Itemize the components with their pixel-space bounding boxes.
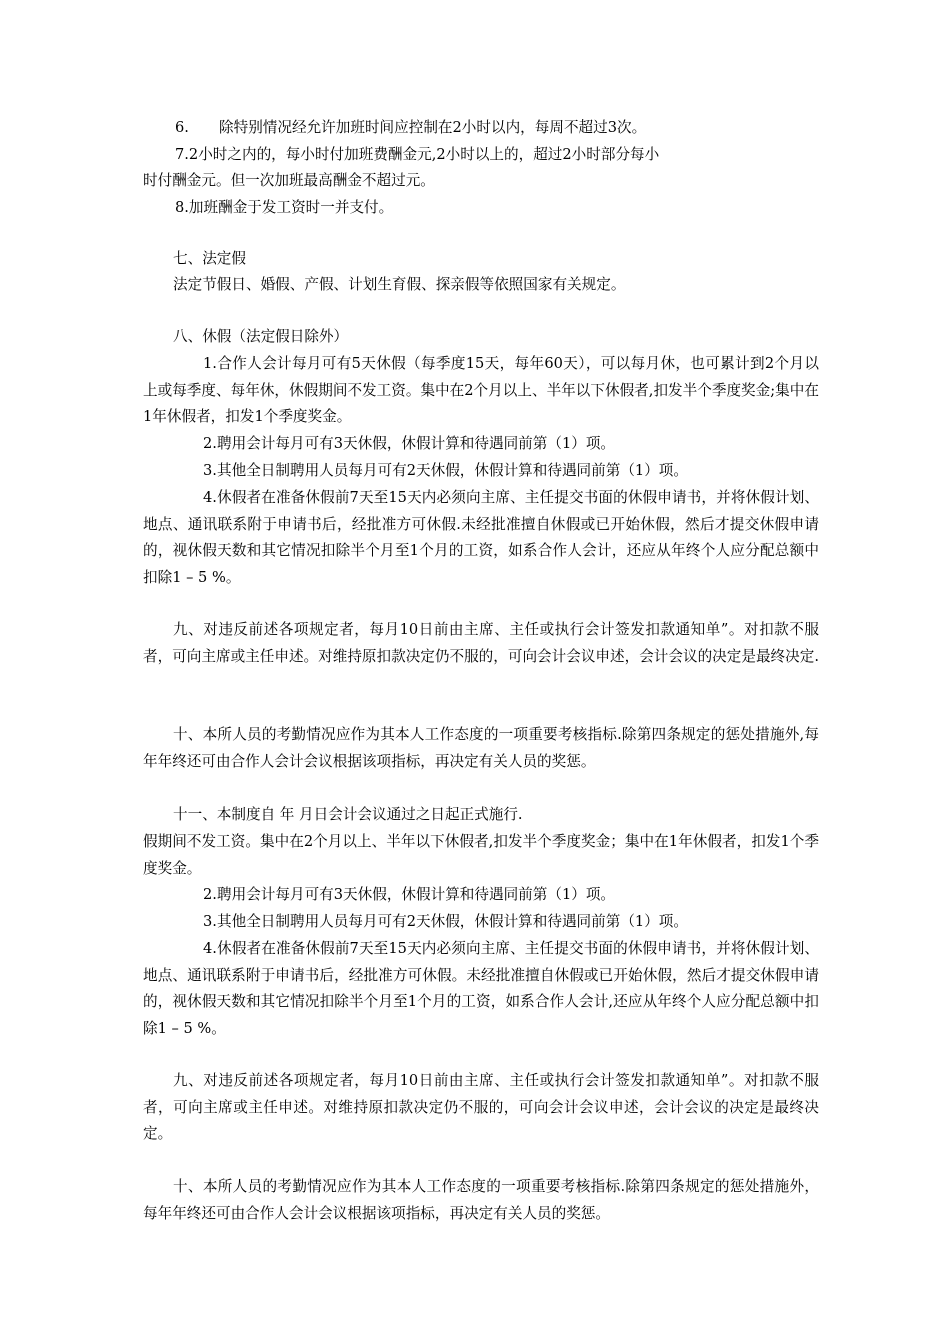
item-text: 合作人会计每月可有5天休假（每季度15天，每年60天），可以每月休，也可累计到2个月以上或每季度、每年休，休假期间不发工资。集中在2个月以上、半年以下休假者,扣发半个季度奖金;集中在1年休假者，扣发1个季度奖金。: [143, 355, 819, 426]
item-text: 休假者在准备休假前7天至15天内必须向主席、主任提交书面的休假申请书，并将休假计划、地点、通讯联系附于申请书后，经批准方可休假.未经批准擅自休假或已开始休假，然后才提交休假申请的，视休假天数和其它情况扣除半个月至1个月的工资，如系合作人会计，还应从年终个人应分配总额中扣除1 – 5 %。: [143, 489, 819, 586]
item-text: 其他全日制聘用人员每月可有2天休假，休假计算和待遇同前第（1）项。: [217, 462, 688, 479]
leave-item-4: [143, 485, 819, 591]
item-text: 聘用会计每月可有3天休假，休假计算和待遇同前第（1）项。: [217, 435, 616, 452]
item-number: 3.: [203, 913, 217, 930]
repeat-violation-clause: 九、对违反前述各项规定者，每月10日前由主席、主任或执行会计签发扣款通知单”。对扣款不服者，可向主席或主任申述。对维持原扣款决定仍不服的，可向会计会议申述，会计会议的决定是最终决定。: [143, 1072, 819, 1143]
item-number: 4.: [203, 489, 217, 506]
item-text: 除特别情况经允许加班时间应控制在2小时以内，每周不超过3次。: [219, 119, 647, 136]
repeat-leave-item-2: [143, 882, 819, 909]
item-number: 2.: [203, 886, 217, 903]
effective-date-clause: 十一、本制度自 年 月日会计会议通过之日起正式施行.: [173, 806, 523, 823]
leave-item-3: [143, 458, 819, 485]
item-number: 2.: [203, 435, 217, 452]
attendance-clause: 十、本所人员的考勤情况应作为其本人工作态度的一项重要考核指标.除第四条规定的惩处措施外,每年年终还可由合作人会计会议根据该项指标，再决定有关人员的奖惩。: [143, 726, 819, 770]
item-number: 6.: [175, 119, 189, 136]
repeat-fragment: 假期间不发工资。集中在2个月以上、半年以下休假者,扣发半个季度奖金；集中在1年休假者，扣发1个季度奖金。: [143, 833, 819, 877]
statutory-leave-text: 法定节假日、婚假、产假、计划生育假、探亲假等依照国家有关规定。: [173, 276, 626, 293]
leave-item-1: [143, 351, 819, 431]
item-number: 3.: [203, 462, 217, 479]
statutory-leave-heading: 七、法定假: [173, 250, 246, 267]
repeat-attendance-clause: 十、本所人员的考勤情况应作为其本人工作态度的一项重要考核指标.除第四条规定的惩处措施外，每年年终还可由合作人会计会议根据该项指标，再决定有关人员的奖惩。: [143, 1178, 819, 1222]
item-number: 1.: [203, 355, 217, 372]
item-text: 其他全日制聘用人员每月可有2天休假，休假计算和待遇同前第（1）项。: [217, 913, 688, 930]
repeat-leave-item-3: [143, 909, 819, 936]
overtime-item-7-line1: 7.2小时之内的，每小时付加班费酬金元,2小时以上的，超过2小时部分每小: [175, 146, 660, 163]
overtime-item-8: 8.加班酬金于发工资时一并支付。: [175, 199, 394, 216]
repeat-leave-item-4: [143, 936, 819, 1042]
item-number: 4.: [203, 940, 217, 957]
overtime-item-6: [143, 115, 851, 142]
violation-clause: 九、对违反前述各项规定者，每月10日前由主席、主任或执行会计签发扣款通知单”。对扣款不服者，可向主席或主任申述。对维持原扣款决定仍不服的，可向会计会议申述，会计会议的决定是最终决定.: [143, 621, 819, 665]
overtime-item-7-line2: 时付酬金元。但一次加班最高酬金不超过元。: [143, 172, 435, 189]
leave-item-2: [143, 431, 819, 458]
item-text: 休假者在准备休假前7天至15天内必须向主席、主任提交书面的休假申请书，并将休假计划、地点、通讯联系附于申请书后，经批准方可休假。未经批准擅自休假或已开始休假，然后才提交休假申请的，视休假天数和其它情况扣除半个月至1个月的工资，如系合作人会计,还应从年终个人应分配总额中扣除1 – 5 %。: [143, 940, 819, 1037]
leave-heading: 八、休假（法定假日除外）: [173, 328, 349, 345]
item-text: 聘用会计每月可有3天休假，休假计算和待遇同前第（1）项。: [217, 886, 616, 903]
